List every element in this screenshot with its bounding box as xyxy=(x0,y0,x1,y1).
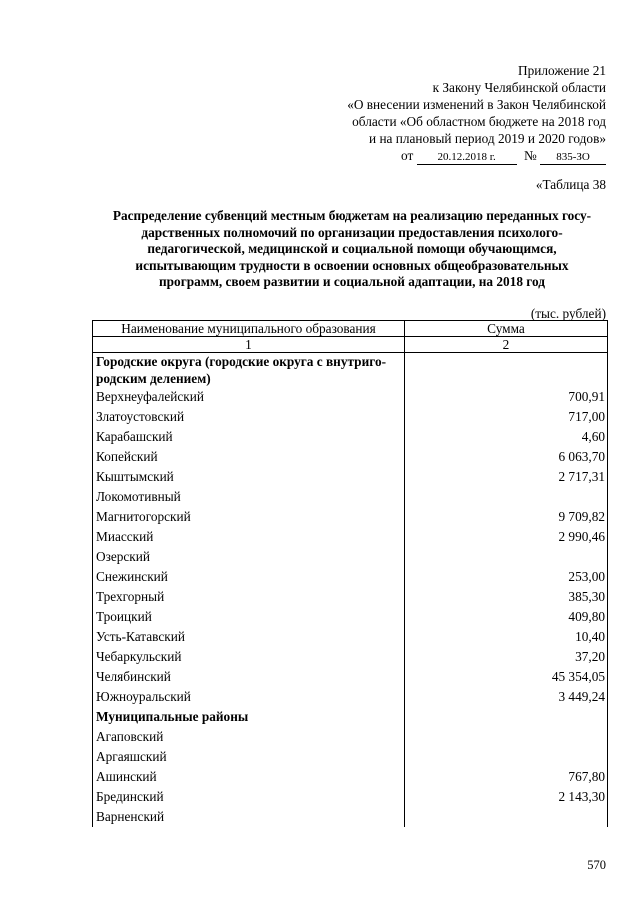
subsidy-amount: 2 143,30 xyxy=(405,787,608,807)
municipality-name: Верхнеуфалейский xyxy=(93,387,405,407)
table-row xyxy=(93,427,608,447)
subsidy-amount: 2 990,46 xyxy=(405,527,608,547)
title-line: Распределение субвенций местным бюджетам на реализацию переданных госу- xyxy=(112,208,592,223)
title-line: программ, своем развитии и социальной адаптации, на 2018 год xyxy=(158,274,546,289)
table-row xyxy=(93,387,608,407)
subsidy-amount: 409,80 xyxy=(405,607,608,627)
subsidy-amount: 6 063,70 xyxy=(405,447,608,467)
date-number-line xyxy=(347,147,606,165)
appendix-number: Приложение 21 xyxy=(518,63,606,78)
subsidy-amount xyxy=(405,747,608,767)
municipality-name: Озерский xyxy=(93,547,405,567)
subsidy-amount xyxy=(405,707,608,727)
column-index-1: 1 xyxy=(93,337,405,353)
law-title-line-1: «О внесении изменений в Закон Челябинской xyxy=(347,97,606,112)
municipality-name: Агаповский xyxy=(93,727,405,747)
table-row xyxy=(93,787,608,807)
title-line: педагогической, медицинской и социальной помощи обучающимся, xyxy=(147,241,557,256)
table-row xyxy=(93,647,608,667)
subsidy-amount: 385,30 xyxy=(405,587,608,607)
municipality-name: Карабашский xyxy=(93,427,405,447)
units-label: (тыс. рублей) xyxy=(530,306,606,321)
column-header-name: Наименование муниципального образования xyxy=(93,321,405,337)
number-prefix: № xyxy=(523,148,537,163)
table-row xyxy=(93,627,608,647)
document-title xyxy=(92,208,612,291)
subsidy-amount xyxy=(405,487,608,507)
table-row xyxy=(93,447,608,467)
subsidy-table xyxy=(92,320,608,827)
subsidy-amount: 37,20 xyxy=(405,647,608,667)
table-index-row xyxy=(93,337,608,353)
subsidy-amount: 9 709,82 xyxy=(405,507,608,527)
law-reference: к Закону Челябинской области xyxy=(432,80,606,95)
table-row xyxy=(93,807,608,827)
appendix-header xyxy=(347,62,606,165)
subsidy-amount: 45 354,05 xyxy=(405,667,608,687)
table-row xyxy=(93,747,608,767)
municipality-name: Златоустовский xyxy=(93,407,405,427)
table-row xyxy=(93,607,608,627)
law-title-line-2: области «Об областном бюджете на 2018 год xyxy=(352,114,606,129)
municipality-name: Южноуральский xyxy=(93,687,405,707)
law-title-line-3: и на плановый период 2019 и 2020 годов» xyxy=(369,131,606,146)
municipality-name: Усть-Катавский xyxy=(93,627,405,647)
municipality-name: Локомотивный xyxy=(93,487,405,507)
section-row xyxy=(93,353,608,388)
table-header-row xyxy=(93,321,608,337)
municipality-name: Копейский xyxy=(93,447,405,467)
municipality-name: Брединский xyxy=(93,787,405,807)
municipality-name: Миасский xyxy=(93,527,405,547)
municipality-name: Варненский xyxy=(93,807,405,827)
table-row xyxy=(93,667,608,687)
subsidy-amount: 767,80 xyxy=(405,767,608,787)
section-title: Городские округа (городские округа с внутриго-родским делением) xyxy=(93,353,405,388)
table-row xyxy=(93,527,608,547)
title-line: дарственных полномочий по организации предоставления психолого- xyxy=(141,224,563,240)
subsidy-amount: 10,40 xyxy=(405,627,608,647)
municipality-name: Ашинский xyxy=(93,767,405,787)
subsidy-amount: 717,00 xyxy=(405,407,608,427)
title-line: испытывающим трудности в освоении основных общеобразовательных xyxy=(135,257,569,273)
subsidy-amount: 3 449,24 xyxy=(405,687,608,707)
table-row xyxy=(93,587,608,607)
municipality-name: Снежинский xyxy=(93,567,405,587)
municipality-name: Троицкий xyxy=(93,607,405,627)
subsidy-amount xyxy=(405,807,608,827)
date-value: 20.12.2018 г. xyxy=(417,151,517,165)
subsidy-amount xyxy=(405,353,608,388)
table-row xyxy=(93,727,608,747)
municipality-name: Чебаркульский xyxy=(93,647,405,667)
municipality-name: Кыштымский xyxy=(93,467,405,487)
subsidy-amount: 4,60 xyxy=(405,427,608,447)
subsidy-amount: 2 717,31 xyxy=(405,467,608,487)
table-row xyxy=(93,407,608,427)
municipality-name: Челябинский xyxy=(93,667,405,687)
section-row xyxy=(93,707,608,727)
table-row xyxy=(93,767,608,787)
page-number: 570 xyxy=(587,858,606,872)
column-index-2: 2 xyxy=(405,337,608,353)
table-body xyxy=(93,353,608,828)
subsidy-amount: 700,91 xyxy=(405,387,608,407)
table-row xyxy=(93,487,608,507)
table-row xyxy=(93,547,608,567)
table-row xyxy=(93,507,608,527)
municipality-name: Аргаяшский xyxy=(93,747,405,767)
subsidy-amount xyxy=(405,547,608,567)
table-label: «Таблица 38 xyxy=(535,177,606,192)
municipality-name: Трехгорный xyxy=(93,587,405,607)
table-row xyxy=(93,567,608,587)
number-value: 835-ЗО xyxy=(540,151,606,165)
section-title: Муниципальные районы xyxy=(93,707,405,727)
date-prefix: от xyxy=(401,148,414,163)
subsidy-amount: 253,00 xyxy=(405,567,608,587)
table-row xyxy=(93,687,608,707)
subsidy-amount xyxy=(405,727,608,747)
municipality-name: Магнитогорский xyxy=(93,507,405,527)
column-header-sum: Сумма xyxy=(405,321,608,337)
table-row xyxy=(93,467,608,487)
